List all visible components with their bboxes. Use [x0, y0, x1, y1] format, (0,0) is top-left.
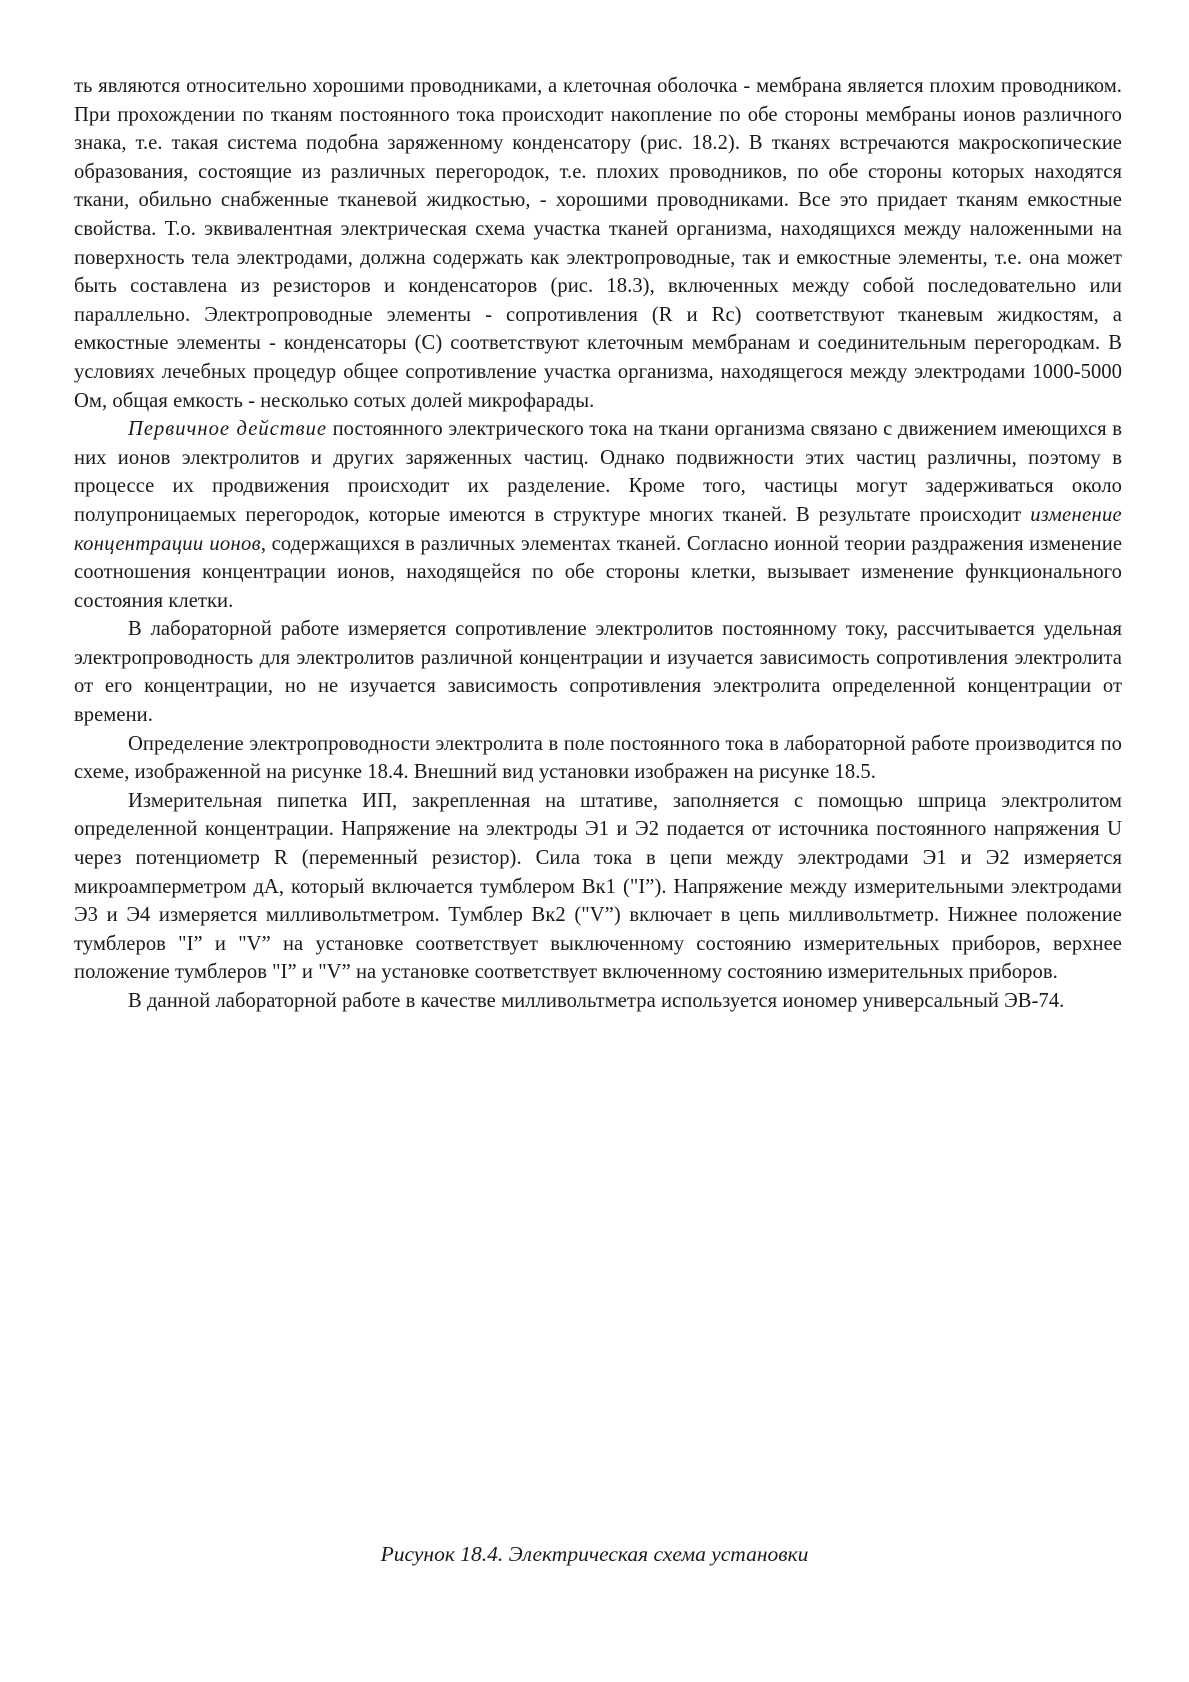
- term-ion-concentration-change: изменение концентрации ионов: [74, 503, 1122, 555]
- paragraph-3-text: В лабораторной работе измеряется сопротивление электролитов постоянному току, рассчитывается удельная электропроводность для электролитов различной концентрации и изучается зависимость сопротивления электролита от его концентрации, но не изучается зависимость сопротивления электролита определенной концентрации от времени.: [74, 618, 1122, 727]
- paragraph-5: [74, 787, 1122, 987]
- paragraph-1-text: ть являются относительно хорошими проводниками, а клеточная оболочка - мембрана является плохим проводником. При прохождении по тканям постоянного тока происходит накопление по обе стороны мембраны ионов различного знака, т.е. такая система подобна заряженному конденсатору (рис. 18.2). В тканях встречаются макроскопические образования, состоящие из различных перегородок, т.е. плохих проводников, по обе стороны которых находятся ткани, обильно снабженные тканевой жидкостью, - хорошими проводниками. Все это придает тканям емкостные свойства. Т.о. эквивалентная электрическая схема участка тканей организма, находящихся между наложенными на поверхность тела электродами, должна содержать как электропроводные, так и емкостные элементы, т.е. она может быть составлена из резисторов и конденсаторов (рис. 18.3), включенных между собой последовательно или параллельно. Электропроводные элементы - сопротивления (R и Rc) соответствуют тканевым жидкостям, а емкостные элементы - конденсаторы (C) соответствуют клеточным мембранам и соединительным перегородкам. В условиях лечебных процедур общее сопротивление участка организма, находящегося между электродами 1000-5000 Ом, общая емкость - несколько сотых долей микрофарады.: [74, 75, 1122, 412]
- paragraph-1: [74, 72, 1122, 415]
- paragraph-6: [74, 987, 1122, 1016]
- paragraph-3: [74, 615, 1122, 729]
- figure-caption: Рисунок 18.4. Электрическая схема установки: [380, 1542, 809, 1566]
- paragraph-2-text-b: , содержащихся в различных элементах тканей. Согласно ионной теории раздражения изменение соотношения концентрации ионов, находящейся по обе стороны клетки, вызывает изменение функционального состояния клетки.: [74, 532, 1123, 612]
- document-body: [74, 72, 1122, 1016]
- paragraph-2-text-a: постоянного электрического тока на ткани организма связано с движением имеющихся в них ионов электролитов и других заряженных частиц. Однако подвижности этих частиц различны, поэтому в процессе их продвижения происходит их разделение. Кроме того, частицы могут задерживаться около полупроницаемых перегородок, которые имеются в структуре многих тканей. В результате происходит: [74, 418, 1123, 526]
- paragraph-5-text: Измерительная пипетка ИП, закрепленная на штативе, заполняется с помощью шприца электролитом определенной концентрации. Напряжение на электроды Э1 и Э2 подается от источника постоянного напряжения U через потенциометр R (переменный резистор). Сила тока в цепи между электродами Э1 и Э2 измеряется микроамперметром дА, который включается тумблером Вк1 ("I”). Напряжение между измерительными электродами Э3 и Э4 измеряется милливольтметром. Тумблер Вк2 ("V”) включает в цепь милливольтметр. Нижнее положение тумблеров "I” и "V” на установке соответствует выключенному состоянию измерительных приборов, верхнее положение тумблеров "I” и "V” на установке соответствует включенному состоянию измерительных приборов.: [74, 789, 1122, 984]
- paragraph-4-text: Определение электропроводности электролита в поле постоянного тока в лабораторной работе производится по схеме, изображенной на рисунке 18.4. Внешний вид установки изображен на рисунке 18.5.: [74, 732, 1122, 784]
- paragraph-2: [74, 415, 1122, 615]
- term-primary-action: Первичное действие: [128, 418, 328, 441]
- paragraph-6-text: В данной лабораторной работе в качестве милливольтметра используется иономер универсальный ЭВ-74.: [128, 990, 1065, 1012]
- paragraph-4: [74, 730, 1122, 787]
